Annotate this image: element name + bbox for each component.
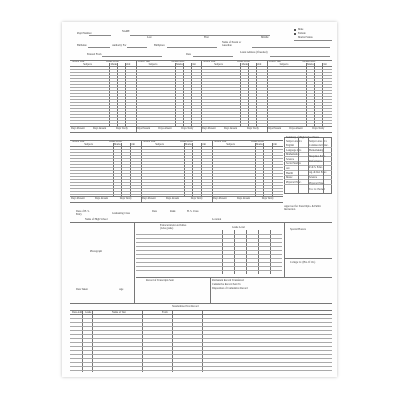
days-absent-label: Days Absent [165, 197, 180, 200]
marks-label: Marks [256, 143, 263, 146]
summary-right-row-label: Physical Educ. [309, 181, 325, 185]
summary-row-label: Mathematics [286, 153, 300, 157]
activity-line [136, 250, 282, 251]
parent-label: Name of Parent or Guardian [222, 41, 242, 47]
days-tardy-label: Days Tardy [246, 127, 259, 130]
grade-level-label: Grade Level [106, 60, 119, 63]
school-year-label: School Year [137, 60, 151, 63]
school-year-label: School Year [203, 60, 216, 63]
days-present-label: Days Present [267, 127, 282, 130]
grade-level-label: Grade Level [171, 60, 185, 63]
band-attendance [70, 196, 283, 197]
subjects-label: Subjects [84, 143, 93, 146]
test-line [70, 358, 332, 359]
summary-divider [323, 137, 324, 194]
rule-line [70, 96, 332, 97]
days-tardy-label: Days Tardy [190, 197, 203, 200]
marital-status-label: Marital Status [298, 36, 313, 39]
rule-line [70, 167, 283, 168]
marks-label: Marks [114, 143, 121, 146]
pupil-number-label: Pupil Number [77, 32, 92, 35]
rule-line [70, 69, 332, 70]
disposition-label: Disposition of Cumulative Record [212, 287, 248, 290]
summary-row-label: Science [286, 157, 295, 161]
activity-col [270, 230, 271, 274]
female-label: Female [298, 32, 306, 35]
summary-right-row-label: Commercial Educ. [309, 144, 329, 147]
rule-line [70, 114, 332, 115]
days-present-label: Days Present [213, 197, 227, 200]
male-label: Male [298, 28, 304, 31]
days-tardy-label: Days Tardy [119, 197, 132, 200]
unit-label: Unit [322, 63, 327, 66]
graduating-label: Graduating Class [112, 212, 130, 215]
summary-right-row-label: P. & S. Educ. [309, 165, 323, 169]
days-present-label: Days Present [136, 127, 151, 130]
grade-level-label: Grade Level [251, 140, 264, 143]
unit-label: Unit [272, 143, 277, 146]
summary-divider [298, 137, 299, 194]
rank-label: Rank [170, 210, 176, 213]
divider-line-2 [70, 303, 332, 304]
authority-label: Authority For [112, 44, 127, 47]
marital-status-line[interactable] [294, 40, 332, 41]
activity-col [222, 230, 223, 274]
rule-line [70, 72, 332, 73]
rule-line [70, 182, 283, 183]
marks-label: Marks [110, 63, 118, 66]
band-top [70, 60, 332, 61]
special-honors-label: Special Honors [290, 228, 306, 231]
test-header-bottom [70, 314, 332, 315]
name-label: NAME [122, 30, 130, 33]
latest-address-line[interactable] [270, 56, 330, 57]
summary-right-row-label: Science [309, 176, 318, 180]
rule-line [70, 78, 332, 79]
grade-label: Grade [85, 311, 92, 314]
authority-line[interactable] [127, 47, 147, 48]
grade-level-label: Grade Level [302, 60, 316, 63]
summary-row-label: Language Arts [286, 148, 302, 152]
date-admin-label: Date Adm. [72, 311, 84, 314]
marks-label: Marks [185, 143, 192, 146]
parent-line[interactable] [252, 47, 330, 48]
test-line [70, 326, 332, 327]
extra-label: Extracurricular Activities (Give grade) [160, 224, 187, 230]
rule-line [70, 123, 332, 124]
summary-cr-2: Cr. [324, 140, 328, 143]
summary-right-row-label: Homemaking [309, 149, 324, 153]
rule-line [70, 152, 283, 153]
days-present-label: Days Present [71, 127, 85, 130]
days-absent-label: Days Absent [92, 127, 107, 130]
rule-line [70, 81, 332, 82]
name-of-test-label: Name of Test [112, 311, 126, 314]
activity-col [258, 230, 259, 274]
age-label: Age [119, 288, 124, 291]
school-year-label: School Year [143, 140, 156, 143]
hs-class-label: H. S. Class [187, 210, 199, 213]
rule-line [70, 87, 332, 88]
date-label: Date [186, 53, 191, 56]
rule-line [70, 170, 283, 171]
hs-entry-label: Date of H. S. Entry [76, 210, 90, 216]
summary-right-row-label: Ag. & Ind. Educ. [309, 171, 327, 174]
pupil-number-line[interactable] [89, 35, 111, 36]
record-card [62, 22, 337, 377]
summary-row-label: English [286, 144, 294, 147]
school-year-label: School Year [268, 60, 282, 63]
lower-date-label: Date [152, 210, 157, 213]
birthdate-label: Birthdate [77, 44, 87, 47]
band-header [70, 146, 283, 147]
rule-line [70, 173, 283, 174]
male-checkbox[interactable] [294, 29, 296, 31]
rule-line [70, 179, 283, 180]
days-present-label: Days Present [71, 197, 85, 200]
test-line [70, 342, 332, 343]
activity-line [136, 262, 282, 263]
test-line [70, 354, 332, 355]
rule-line [70, 120, 332, 121]
rule-line [70, 155, 283, 156]
college-label: College Cr. (Hrs. If Ch.) [290, 261, 316, 264]
rule-line [70, 149, 283, 150]
last-label: Last [147, 36, 152, 39]
subjects-label: Subjects [83, 63, 92, 66]
activity-line [136, 258, 282, 259]
birthplace-line[interactable] [167, 47, 217, 48]
photograph-label: Photograph [90, 250, 102, 253]
test-line [70, 346, 332, 347]
unit-label: Unit [256, 63, 262, 66]
summary-row-label: Social Studies [286, 162, 301, 166]
middle-label: Middle [261, 36, 269, 39]
activity-line [136, 238, 282, 239]
birthplace-label: Birthplace [154, 44, 165, 47]
days-absent-label: Days Absent [223, 127, 238, 130]
summary-row-label: Health [286, 171, 293, 175]
divider-line [70, 222, 332, 223]
rule-line [70, 99, 332, 100]
rule-line [70, 164, 283, 165]
summary-title: Summary of High School Years [286, 136, 319, 139]
date-taken-label: Date Taken [76, 288, 88, 291]
subjects-label: Subjects [214, 63, 223, 66]
rule-line [70, 194, 283, 195]
rule-line [70, 105, 332, 106]
summary-row-label: Music [286, 176, 293, 180]
honors-divider [284, 223, 285, 277]
approved-label: Approved for State Diplo. & Public Instruction [284, 205, 322, 211]
activity-col [246, 230, 247, 274]
band-attendance [70, 126, 332, 127]
summary-tot-credit: Tot. Cr. Earned [309, 188, 325, 191]
permanent-record-label: Permanent Record Transferred [212, 279, 244, 282]
school-year-label: School Year [214, 140, 227, 143]
summary-cr: Cr. [299, 140, 303, 143]
days-tardy-label: Days Tardy [312, 127, 325, 130]
band-bottom [70, 132, 332, 133]
activity-line [136, 266, 282, 267]
subjects-label: Subjects [279, 63, 289, 66]
rule-line [70, 188, 283, 189]
cumulative-label: Cumulative Record Sent To [212, 283, 241, 286]
activity-line [136, 234, 282, 235]
rule-line [70, 93, 332, 94]
grade-level-label: Grade Level [232, 226, 245, 229]
date-line[interactable] [193, 56, 233, 57]
first-label: First [204, 36, 209, 39]
summary-divider [308, 137, 309, 194]
days-tardy-label: Days Tardy [181, 127, 194, 130]
band-header [70, 66, 332, 67]
rule-line [70, 102, 332, 103]
honors-line [284, 258, 332, 259]
test-line [70, 338, 332, 339]
record-transcript-label: Record of Transcripts Sent [146, 279, 174, 282]
grade-level-label: Grade Level [237, 60, 250, 63]
school-year-label: School Year [72, 140, 85, 143]
days-absent-label: Days Absent [158, 127, 172, 130]
activity-line [136, 242, 282, 243]
activity-line [136, 246, 282, 247]
activity-line [136, 254, 282, 255]
unit-label: Unit [125, 63, 131, 66]
test-line [70, 318, 332, 319]
test-line [70, 330, 332, 331]
subjects-label: Subjects [148, 63, 158, 66]
school-year-label: School Year [72, 60, 85, 63]
test-line [70, 366, 332, 367]
entered-from-line[interactable] [102, 56, 162, 57]
rule-line [70, 185, 283, 186]
days-tardy-label: Days Tardy [261, 197, 274, 200]
rule-line [70, 158, 283, 159]
location-label: Location [212, 218, 222, 221]
band-bottom [70, 202, 283, 203]
test-line [70, 322, 332, 323]
marks-label: Marks [241, 63, 249, 66]
rule-line [70, 84, 332, 85]
latest-address-label: Latest Address (If needed) [240, 51, 268, 54]
test-header-top [70, 310, 332, 311]
test-line [70, 362, 332, 363]
birthdate-line[interactable] [88, 47, 110, 48]
rule-line [70, 75, 332, 76]
days-tardy-label: Days Tardy [115, 127, 128, 130]
marks-label: Marks [307, 63, 314, 66]
rule-line [70, 117, 332, 118]
days-present-label: Days Present [142, 197, 156, 200]
test-line [70, 370, 332, 371]
rule-line [70, 191, 283, 192]
subjects-label: Subjects [226, 143, 235, 146]
name-of-hs-label: Name of High School [85, 218, 108, 221]
summary-subject-area: Subject Area [286, 140, 300, 143]
summary-subject-area-2: Subject Area [309, 140, 323, 143]
test-line [70, 334, 332, 335]
entered-from-label: Entered From [87, 53, 102, 56]
activity-col [234, 230, 235, 274]
summary-right-row-label: Shop/Ind. Educ. [309, 154, 326, 158]
band-top [70, 140, 283, 141]
unit-label: Unit [191, 63, 196, 66]
rule-line [70, 108, 332, 109]
rule-line [70, 176, 283, 177]
unit-label: Unit [130, 143, 135, 146]
grade-level-label: Grade Level [180, 140, 193, 143]
photo-divider [134, 223, 135, 303]
transcript-top [136, 277, 332, 278]
days-absent-label: Days Absent [94, 197, 109, 200]
days-present-label: Days Present [202, 127, 216, 130]
activity-line [136, 270, 282, 271]
summary-row-label: Physical Educ. [286, 180, 302, 184]
grade-level-label: Grade Level [109, 140, 122, 143]
marks-label: Marks [176, 63, 183, 66]
days-absent-label: Days Absent [236, 197, 251, 200]
summary-row-label: Art [286, 167, 290, 170]
summary-right-row-label: Performance [309, 160, 323, 164]
subjects-label: Subjects [155, 143, 164, 146]
female-checkbox[interactable] [294, 33, 296, 35]
standardized-title: Standardized Test Record [172, 305, 199, 308]
test-line [70, 350, 332, 351]
transcript-divider [210, 277, 211, 303]
rule-line [70, 111, 332, 112]
rule-line [70, 90, 332, 91]
unit-label: Unit [201, 143, 206, 146]
form-label: Form [162, 311, 168, 314]
days-absent-label: Days Absent [289, 127, 303, 130]
rule-line [70, 161, 283, 162]
